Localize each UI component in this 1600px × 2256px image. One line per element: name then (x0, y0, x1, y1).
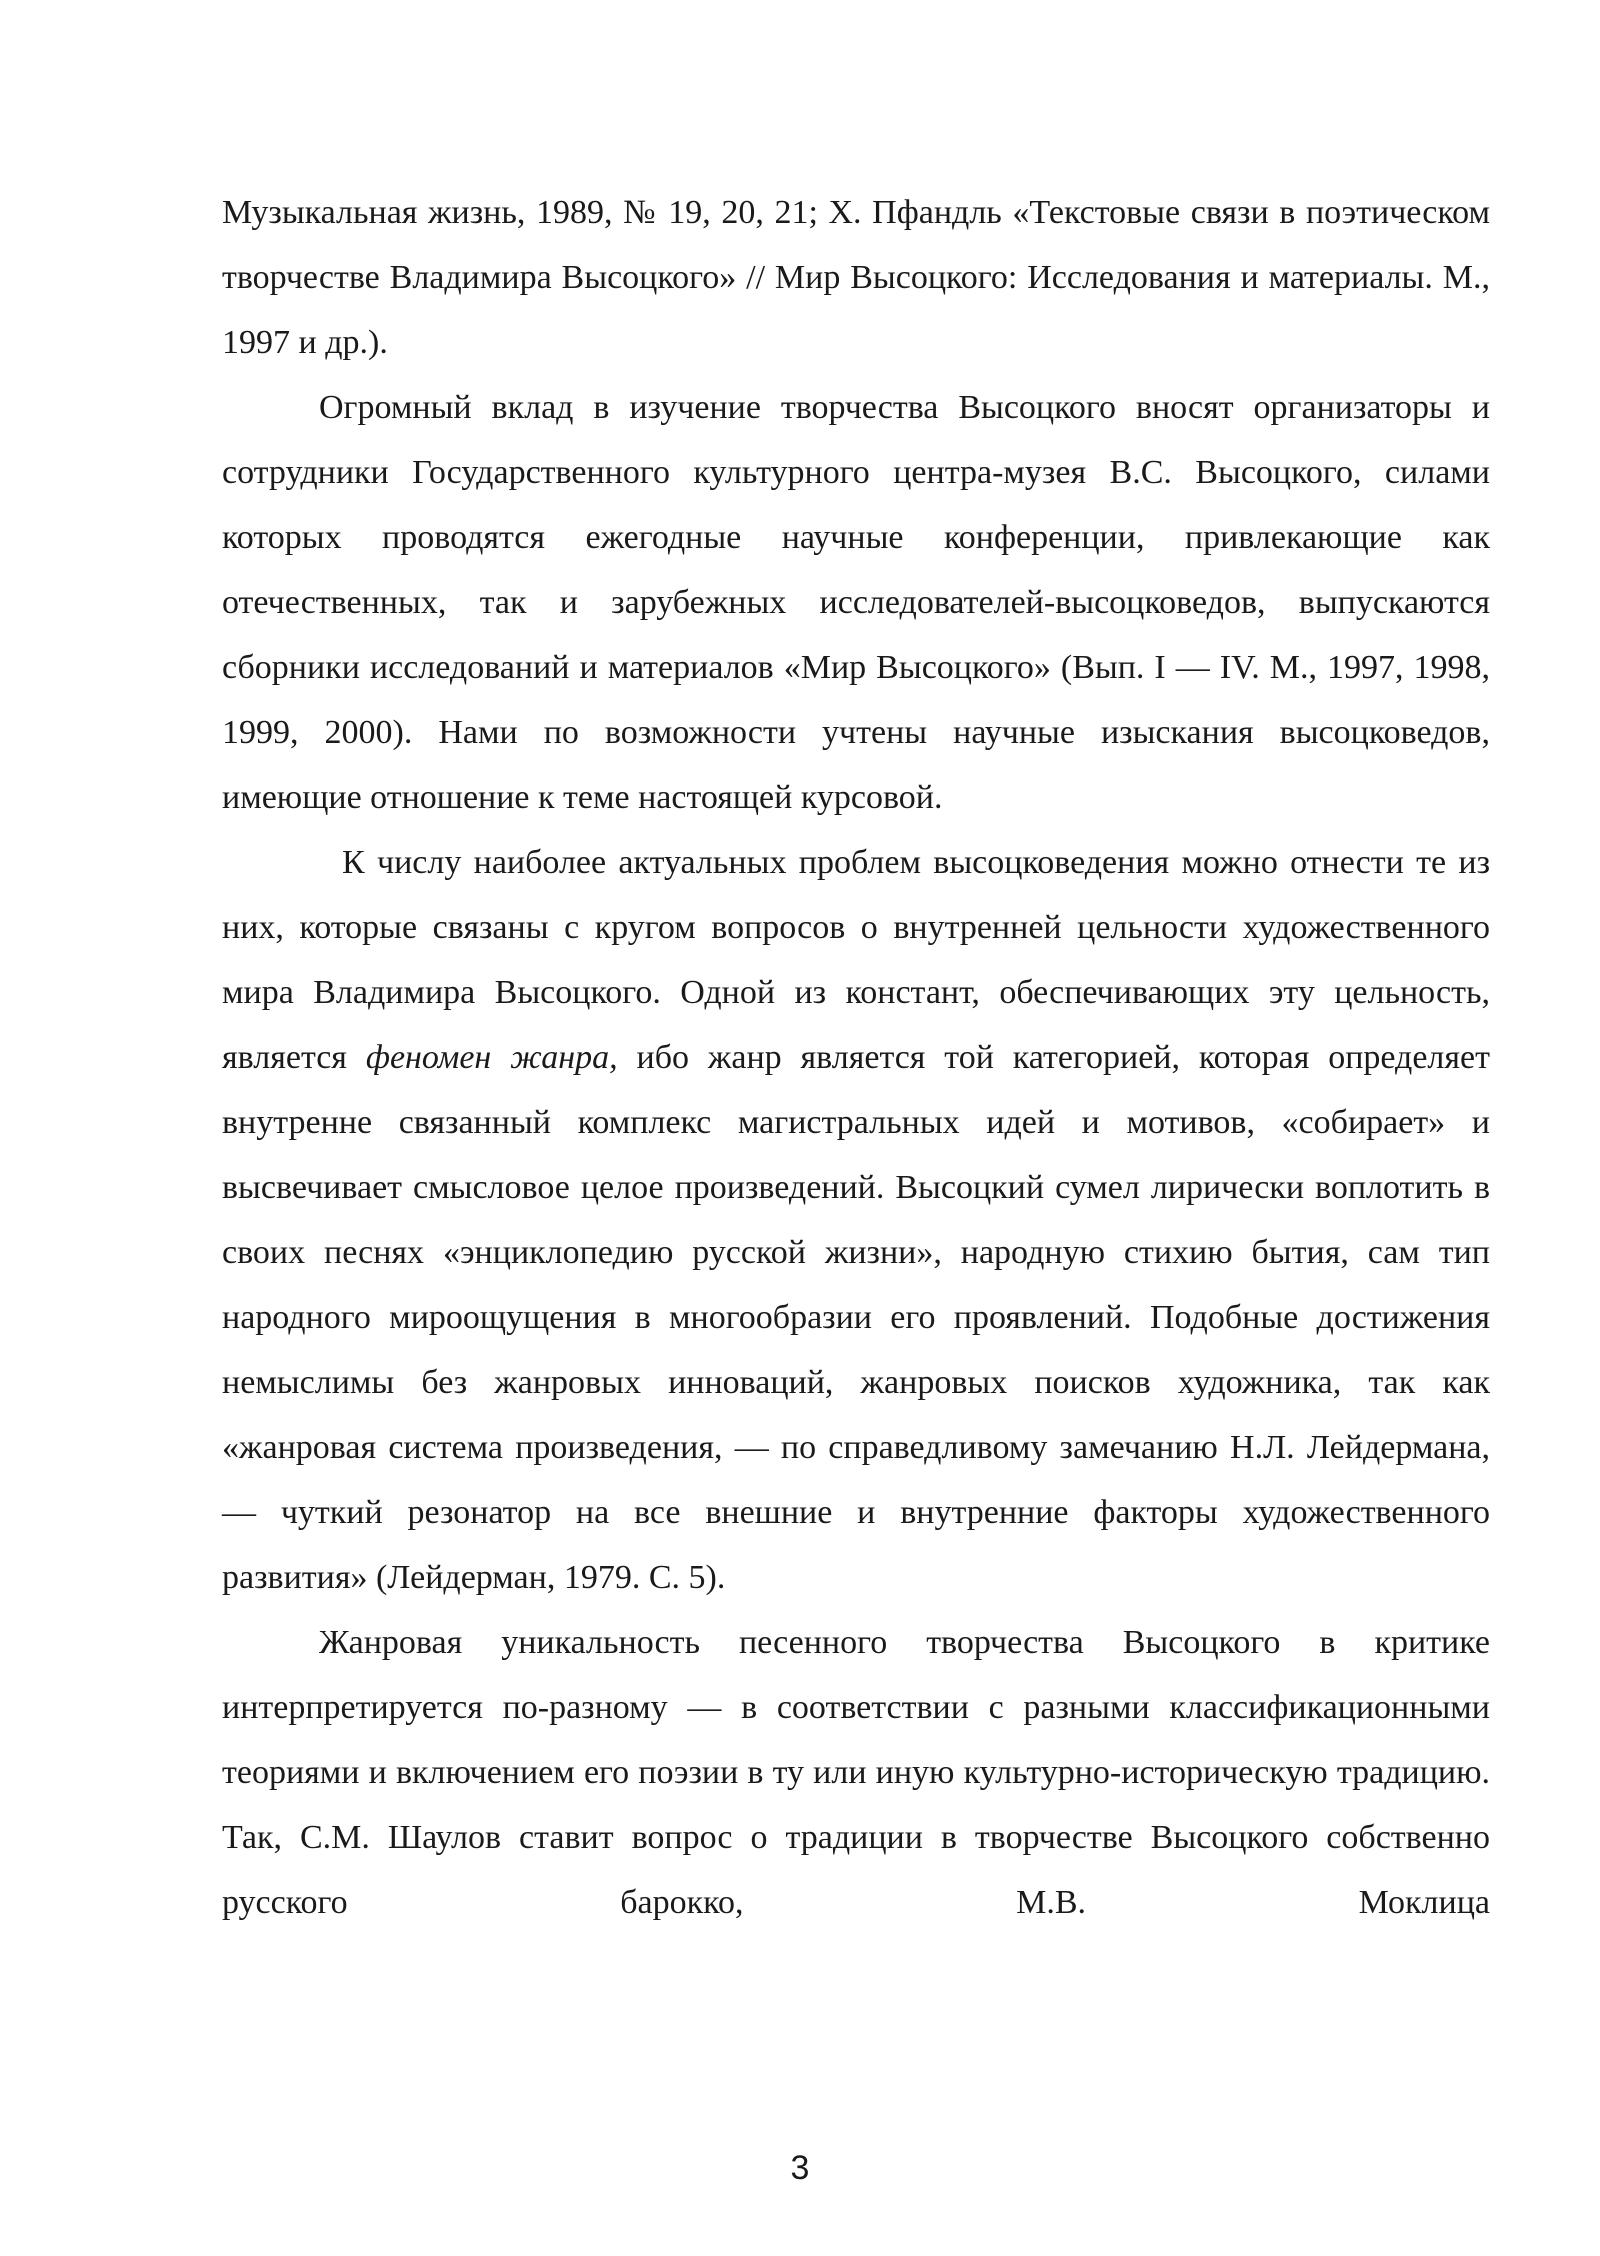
document-body (222, 180, 1490, 1935)
paragraph-genre-uniqueness: Жанровая уникальность песенного творчества Высоцкого в критике интерпретируется по-разному — в соответствии с разными классификационными теориями и включением его поэзии в ту или иную культурно-историческую традицию. Так, С.М. Шаулов ставит вопрос о традиции в творчестве Высоцкого собственно русского барокко, М.В. Моклица (222, 1624, 1490, 1921)
paragraph-research-contribution: Огромный вклад в изучение творчества Высоцкого вносят организаторы и сотрудники Государственного культурного центра-музея В.С. Высоцкого, силами которых проводятся ежегодные научные конференции, привлекающие как отечественных, так и зарубежных исследователей-высоцковедов, выпускаются сборники исследований и материалов «Мир Высоцкого» (Вып. I — IV. М., 1997, 1998, 1999, 2000). Нами по возможности учтены научные изыскания высоцковедов, имеющие отношение к теме настоящей курсовой. (222, 389, 1490, 816)
page-number: 3 (790, 2149, 810, 2187)
paragraph-text-segment: К числу наиболее актуальных проблем высоцковедения можно отнести те из них, которые связаны с кругом вопросов о внутренней цельности художественного мира Владимира Высоцкого. Одной из констант, обеспечивающих эту цельность, является (222, 844, 1490, 1076)
paragraph-text-segment: ибо жанр является той категорией, которая определяет внутренне связанный комплекс магистральных идей и мотивов, «собирает» и высвечивает смысловое целое произведений. Высоцкий сумел лирически воплотить в своих песнях «энциклопедию русской жизни», народную стихию бытия, сам тип народного мироощущения в многообразии его проявлений. Подобные достижения немыслимы без жанровых инноваций, жанровых поисков художника, так как «жанровая система произведения, — по справедливому замечанию Н.Л. Лейдермана, — чуткий резонатор на все внешние и внутренние факторы художественного развития» (Лейдерман, 1979. С. 5). (222, 1039, 1490, 1596)
paragraph-genre-phenomenon (222, 830, 1490, 1610)
italic-term: феномен жанра, (365, 1039, 618, 1076)
paragraph-continuation: Музыкальная жизнь, 1989, № 19, 20, 21; Х. Пфандль «Текстовые связи в поэтическом творчестве Владимира Высоцкого» // Мир Высоцкого: Исследования и материалы. М., 1997 и др.). (222, 194, 1490, 361)
